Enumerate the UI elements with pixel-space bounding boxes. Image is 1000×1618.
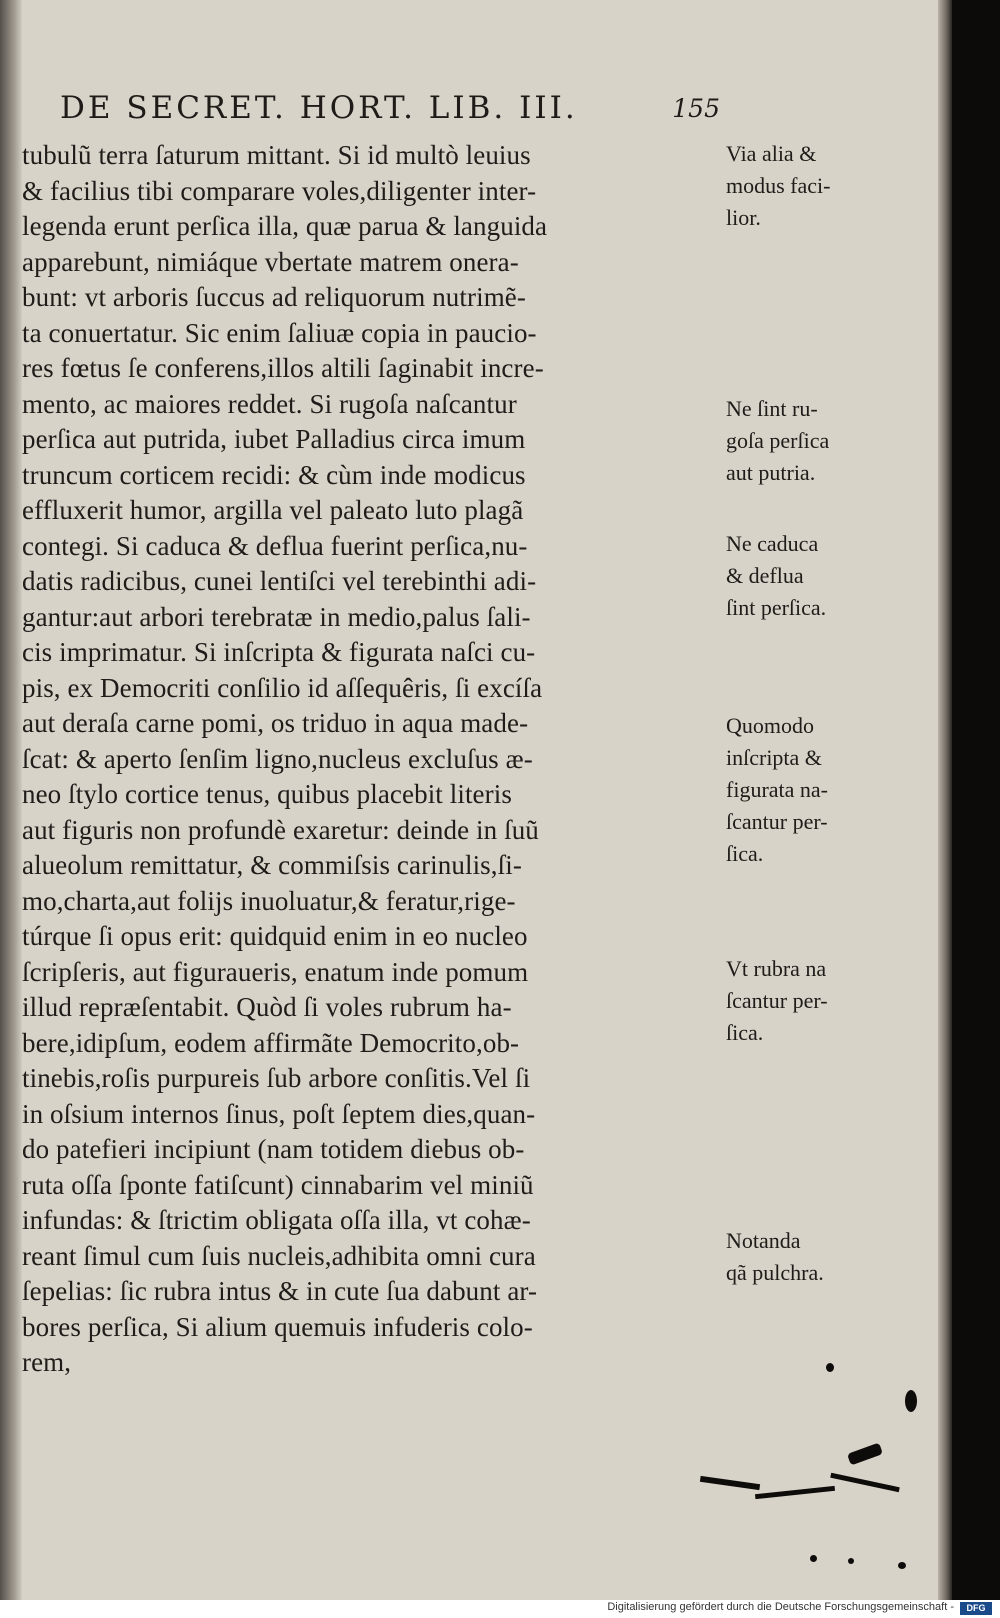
text-line: reant ſimul cum ſuis nucleis,adhibita omni cura [22, 1240, 536, 1271]
running-header [60, 90, 720, 130]
page-number: 155 [672, 94, 720, 123]
text-line: do patefieri incipiunt (nam totidem diebus ob- [22, 1134, 525, 1164]
text-line: & facilius tibi comparare voles,diligenter inter- [22, 175, 537, 206]
text-line: legenda erunt perſica illa, quæ parua & languida [22, 211, 548, 241]
text-line: mo,charta,aut folijs inuoluatur,& feratur,rige- [22, 885, 516, 916]
text-line: mento, ac maiores reddet. Si rugoſa naſcantur [22, 388, 517, 419]
margin-note [726, 138, 926, 234]
text-line: cis imprimatur. Si inſcripta & figurata naſci cu- [22, 637, 536, 667]
ink-dot [810, 1555, 817, 1562]
page-edge [938, 0, 952, 1600]
ink-dot [898, 1562, 906, 1569]
text-line: ſcripſeris, aut figuraueris, enatum inde pomum [22, 956, 529, 987]
ink-stain [830, 1473, 900, 1492]
margin-note [726, 953, 926, 1049]
margin-note-line: Quomodo [726, 713, 814, 738]
text-line: perſica aut putrida, iubet Palladius circa imum [22, 424, 526, 454]
text-line: neo ſtylo cortice tenus, quibus placebit literis [22, 779, 512, 809]
margin-note [726, 528, 926, 624]
text-line: in oſsium internos ſinus, poſt ſeptem dies,quan- [22, 1098, 536, 1129]
text-line: aut deraſa carne pomi, os triduo in aqua made- [22, 708, 529, 738]
text-line: alueolum remittatur, & commiſsis carinulis,ſi- [22, 850, 522, 880]
margin-note-line: figurata na- [726, 777, 828, 802]
text-line: bunt: vt arboris ſuccus ad reliquorum nutrimẽ- [22, 282, 526, 312]
running-title: DE SECRET. HORT. LIB. III. [60, 90, 578, 126]
margin-note-line: Ne caduca [726, 531, 819, 556]
text-line: datis radicibus, cunei lentiſci vel terebinthi adi- [22, 566, 537, 596]
page-gutter-shadow [0, 0, 22, 1600]
margin-note [726, 1225, 926, 1289]
text-line: res fœtus ſe conferens,illos altili ſaginabit incre- [22, 353, 544, 383]
margin-note-line: Via alia & [726, 141, 817, 166]
main-text-block [22, 138, 702, 1381]
margin-note-line: ſcantur per- [726, 809, 828, 834]
text-line: pis, ex Democriti conſilio id aſſequêris, ſi excíſa [22, 672, 543, 703]
text-line: gantur:aut arbori terebratæ in medio,palus ſali- [22, 601, 531, 632]
marginal-notes [726, 138, 926, 1338]
margin-note-line: & deflua [726, 563, 804, 588]
margin-note-line: qã pulchra. [726, 1260, 824, 1285]
margin-note-line: Ne ſint ru- [726, 396, 818, 421]
text-line: infundas: & ſtrictim obligata oſſa illa, vt cohæ- [22, 1205, 531, 1235]
margin-note-line: ſica. [726, 841, 764, 866]
funding-credit: Digitalisierung gefördert durch die Deutsche Forschungsgemeinschaft - [607, 1601, 954, 1613]
ink-dot [826, 1363, 834, 1372]
margin-note [726, 710, 926, 870]
text-line: effluxerit humor, argilla vel paleato luto plagã [22, 495, 524, 525]
margin-note-line: ſica. [726, 1020, 764, 1045]
footer-bar [0, 1600, 1000, 1618]
margin-note-line: modus faci- [726, 173, 831, 198]
text-line: ruta oſſa ſponte fatiſcunt) cinnabarim vel miniũ [22, 1169, 534, 1200]
ink-stain [700, 1476, 760, 1490]
margin-note-line: aut putria. [726, 460, 816, 485]
margin-note-line: lior. [726, 205, 761, 230]
text-line: bores perſica, Si alium quemuis infuderis colo- [22, 1311, 533, 1342]
margin-note-line: Notanda [726, 1228, 801, 1253]
text-line: tubulũ terra ſaturum mittant. Si id multò leuius [22, 140, 531, 170]
ink-dot [905, 1390, 917, 1412]
text-line: bere,idipſum, eodem affirmãte Democrito,ob- [22, 1027, 520, 1058]
text-line: ſcat: & aperto ſenſim ligno,nucleus excluſus æ- [22, 743, 533, 774]
margin-note-line: ſint perſica. [726, 595, 827, 620]
margin-note-line: goſa perſica [726, 428, 830, 453]
ink-stain [847, 1443, 883, 1466]
ink-stain [755, 1486, 835, 1499]
text-line: truncum corticem recidi: & cùm inde modicus [22, 459, 526, 490]
dfg-logo: DFG [960, 1602, 992, 1615]
text-line: aut figuris non profundè exaretur: deinde in ſuũ [22, 814, 539, 845]
margin-note [726, 393, 926, 489]
text-line: contegi. Si caduca & deflua fuerint perſica,nu- [22, 530, 528, 561]
margin-note-line: Vt rubra na [726, 956, 827, 981]
text-line: apparebunt, nimiáque vbertate matrem onera- [22, 246, 519, 277]
text-line: tinebis,roſis purpureis ſub arbore conſitis.Vel ſi [22, 1063, 531, 1093]
margin-note-line: ſcantur per- [726, 988, 828, 1013]
text-line: túrque ſi opus erit: quidquid enim in eo nucleo [22, 921, 528, 951]
ink-dot [848, 1558, 854, 1564]
text-line: rem, [22, 1347, 72, 1377]
margin-note-line: inſcripta & [726, 745, 822, 770]
text-line: ſepelias: ſic rubra intus & in cute ſua dabunt ar- [22, 1276, 538, 1306]
text-line: illud repræſentabit. Quòd ſi voles rubrum ha- [22, 992, 512, 1022]
text-line: ta conuertatur. Sic enim ſaliuæ copia in paucio- [22, 317, 537, 348]
